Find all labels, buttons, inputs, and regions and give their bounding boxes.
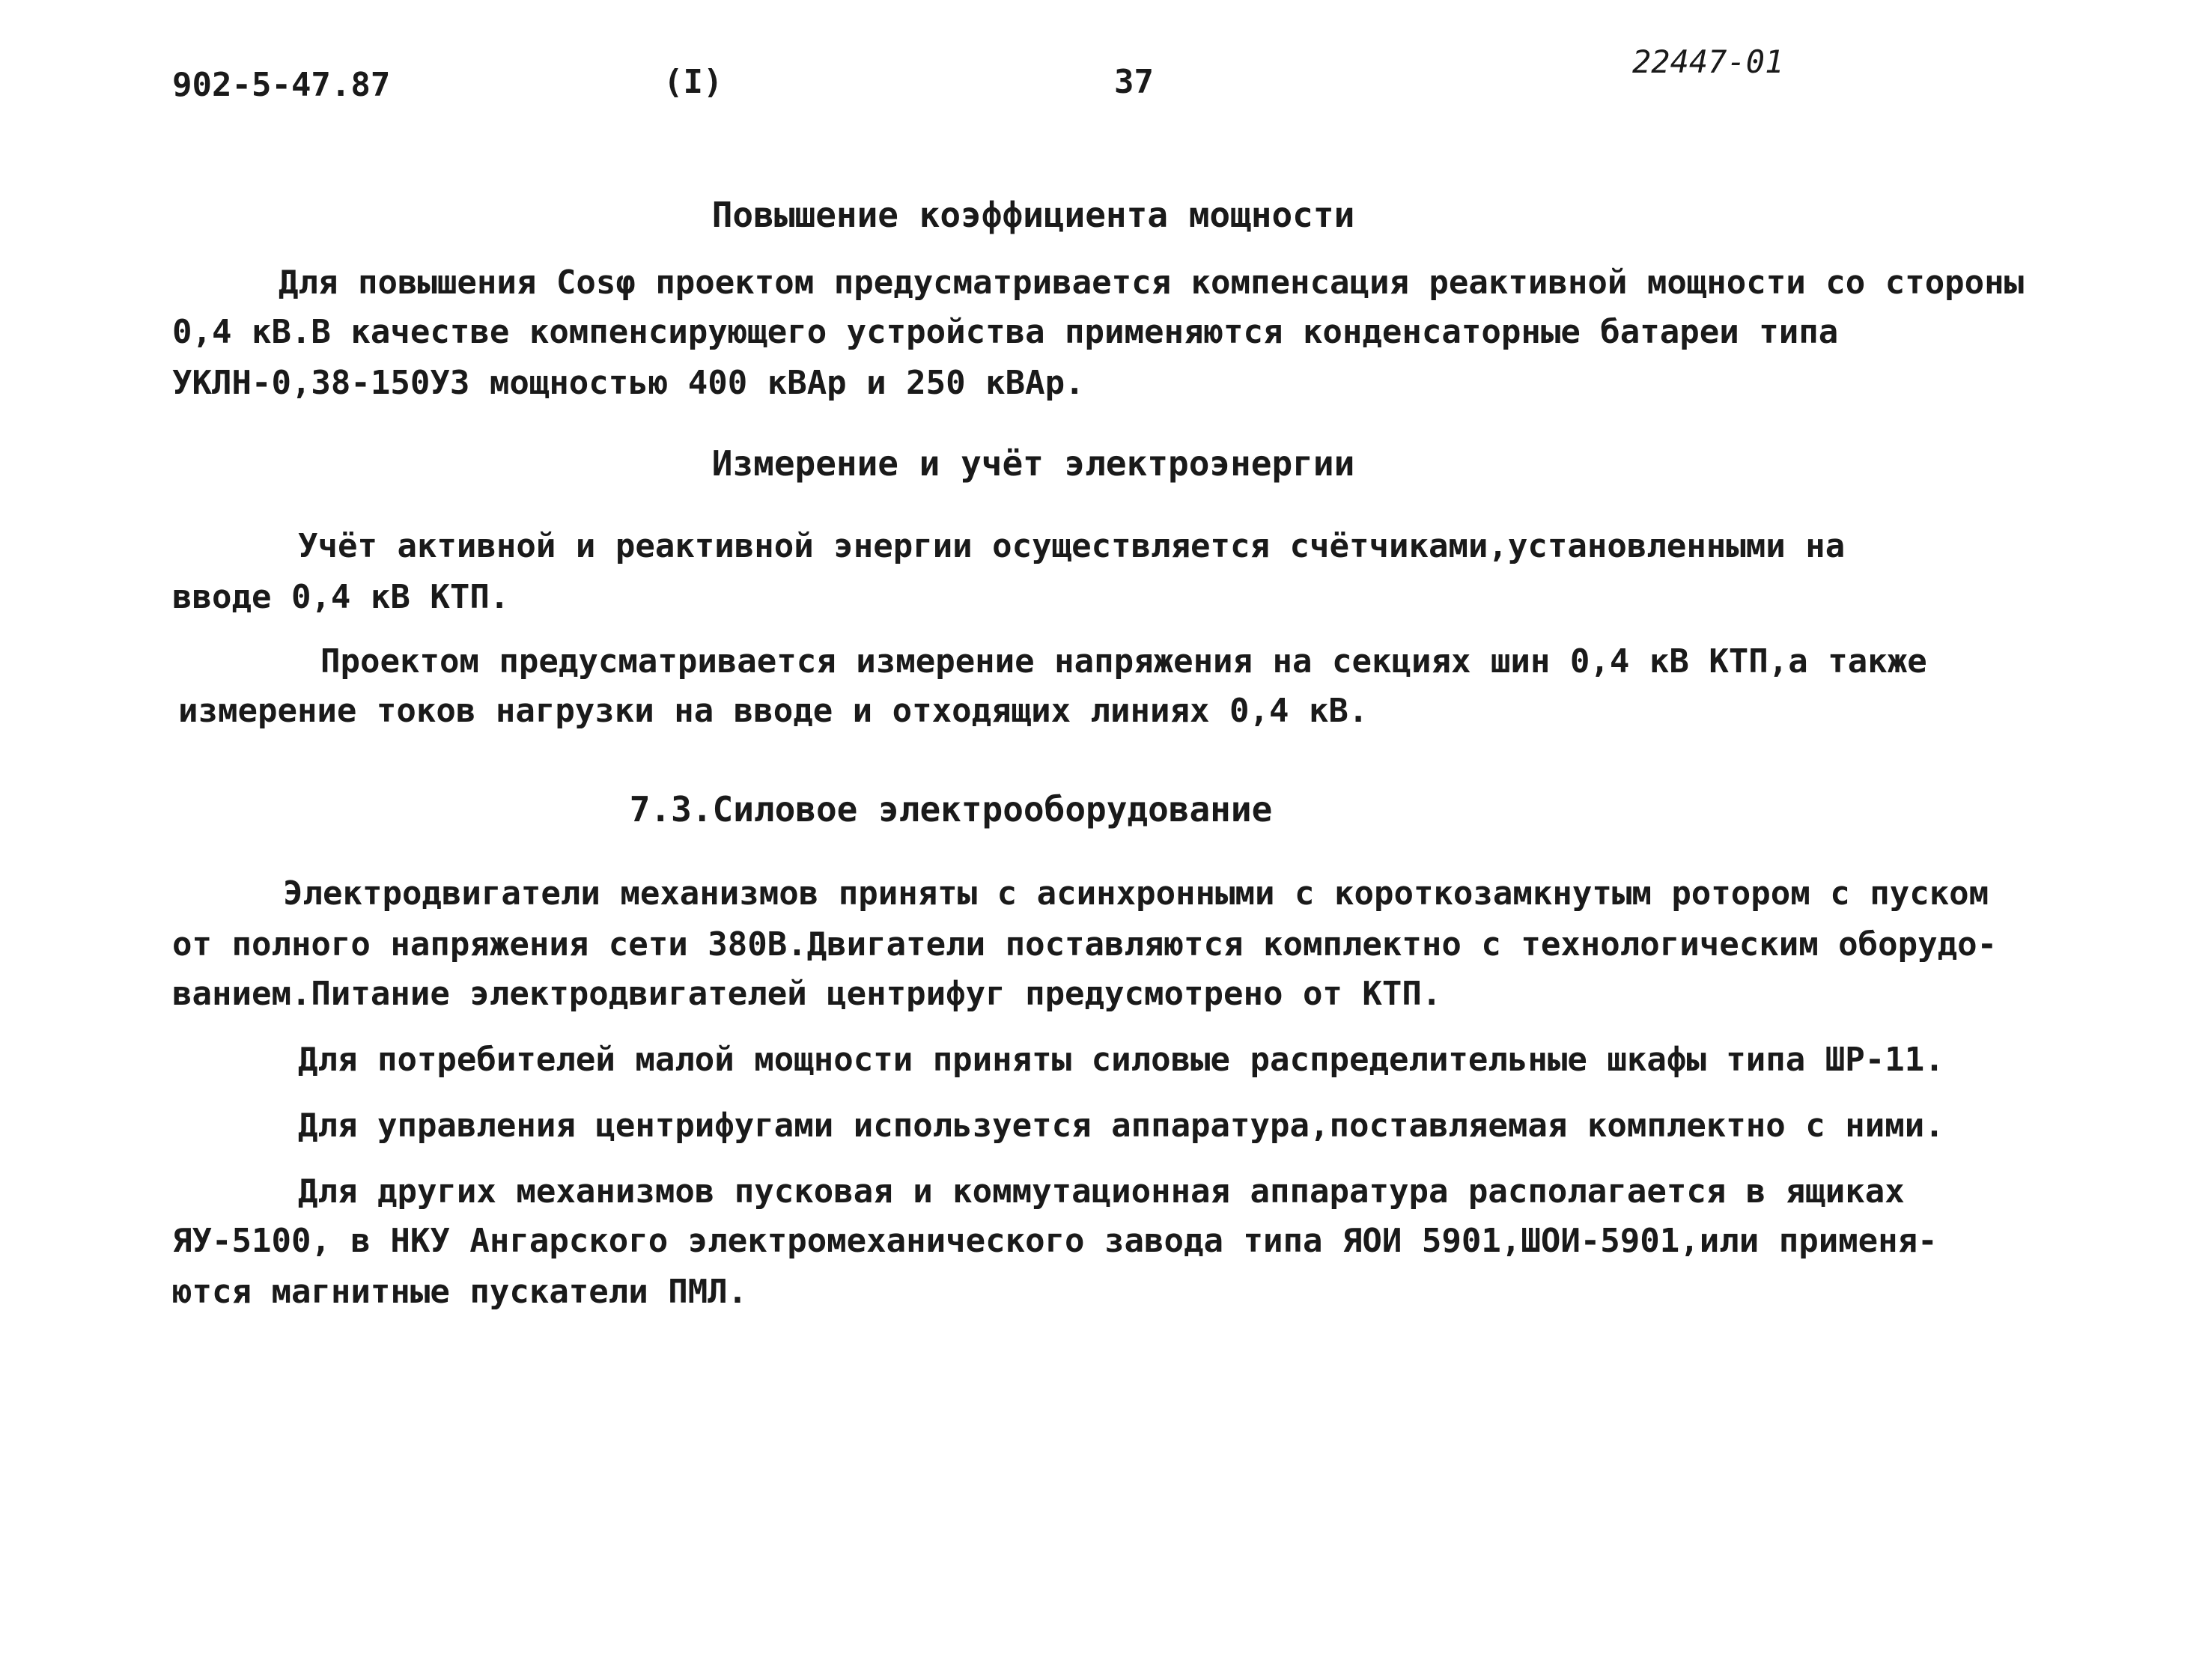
paragraph-line: ЯУ-5100, в НКУ Ангарского электромеханического завода типа ЯОИ 5901,ШОИ-5901,или применя-: [172, 1222, 1938, 1260]
part-number: (I): [663, 63, 723, 101]
paragraph-line: от полного напряжения сети 380В.Двигатели поставляются комплектно с технологическим оборудо-: [172, 925, 1998, 964]
paragraph-line: измерение токов нагрузки на вводе и отходящих линиях 0,4 кВ.: [178, 692, 1369, 730]
document-number: 902-5-47.87: [172, 66, 391, 104]
paragraph-line: Для повышения Cosφ проектом предусматривается компенсация реактивной мощности со стороны: [279, 264, 2025, 302]
paragraph-line: Проектом предусматривается измерение напряжения на секциях шин 0,4 кВ КТП,а также: [320, 642, 1927, 681]
paragraph-line: вводе 0,4 кВ КТП.: [172, 578, 510, 616]
section-title: Повышение коэффициента мощности: [711, 195, 1355, 235]
paragraph-line: Для других механизмов пусковая и коммутационная аппаратура располагается в ящиках: [298, 1172, 1905, 1211]
paragraph-line: ются магнитные пускатели ПМЛ.: [172, 1273, 748, 1311]
paragraph-line: Электродвигатели механизмов приняты с асинхронными с короткозамкнутым ротором с пуском: [283, 874, 1989, 913]
paragraph-line: 0,4 кВ.В качестве компенсирующего устройства применяются конденсаторные батареи типа: [172, 313, 1839, 351]
section-title: 7.3.Силовое электрооборудование: [629, 789, 1273, 830]
paragraph-line: УКЛН-0,38-150УЗ мощностью 400 кВАр и 250 кВАр.: [172, 364, 1085, 402]
paragraph-line: Учёт активной и реактивной энергии осуществляется счётчиками,установленными на: [298, 527, 1846, 565]
section-title: Измерение и учёт электроэнергии: [711, 443, 1355, 484]
inventory-number: 22447-01: [1632, 43, 1784, 80]
paragraph-line: Для потребителей малой мощности приняты силовые распределительные шкафы типа ШР-11.: [298, 1041, 1944, 1079]
paragraph-line: Для управления центрифугами используется аппаратура,поставляемая комплектно с ними.: [298, 1107, 1944, 1145]
paragraph-line: ванием.Питание электродвигателей центрифуг предусмотрено от КТП.: [172, 975, 1442, 1013]
page-number: 37: [1114, 63, 1154, 101]
